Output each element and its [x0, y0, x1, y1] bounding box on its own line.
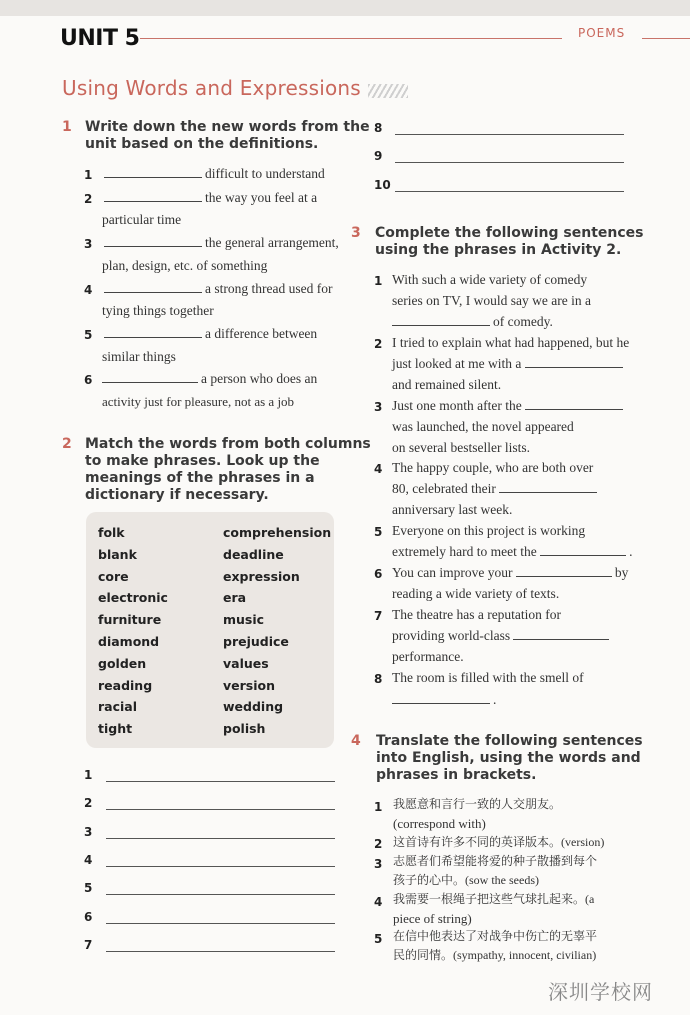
answer-line[interactable]: [106, 894, 335, 895]
q2-number: 2: [62, 436, 72, 452]
q4-title-line3: phrases in brackets.: [376, 767, 537, 783]
q3-sentence: series on TV, I would say we are in a: [392, 293, 591, 308]
q4-sentence: 志愿者们希望能将爱的种子散播到每个: [393, 854, 598, 868]
answer-line[interactable]: [106, 923, 335, 924]
q4-sentence: 我愿意和言行一致的人交朋友。: [393, 797, 562, 811]
hatch-decoration: [368, 84, 408, 98]
q3-item-number: 8: [374, 672, 383, 686]
right-word: version: [223, 677, 276, 693]
q3-sentence: With such a wide variety of comedy: [392, 272, 588, 287]
right-word: prejudice: [223, 634, 289, 649]
q4-number: 4: [351, 733, 361, 749]
definition-text: a person who does an: [201, 371, 318, 386]
q2-title-line2: to make phrases. Look up the: [85, 453, 320, 469]
q2-title-line3: meanings of the phrases in a: [85, 470, 315, 486]
q2-answer-number: 6: [84, 909, 93, 924]
answer-blank[interactable]: [525, 395, 623, 410]
q3-sentence: The room is filled with the smell of: [392, 670, 584, 685]
q1-item-number: 5: [84, 328, 93, 342]
q1-item-5: [104, 323, 317, 344]
q3-sentence: [392, 562, 628, 583]
q4-sentence: 我需要一根绳子把这些气球扎起来。(a: [393, 892, 595, 906]
answer-line[interactable]: [395, 162, 624, 163]
q1-title-line1: Write down the new words from the: [85, 119, 370, 135]
top-margin-strip: [0, 0, 690, 16]
q2-answer-number: 1: [84, 768, 93, 782]
q3-item-number: 2: [374, 337, 383, 351]
q2-answer-number: 4: [84, 852, 93, 867]
q4-sentence: 这首诗有许多不同的英译版本。(version): [393, 835, 605, 849]
sentence-text: by: [614, 565, 629, 580]
q1-item-number: 8: [374, 121, 383, 135]
q1-item-number: 2: [84, 192, 93, 206]
q3-sentence: [392, 395, 626, 416]
left-word: tight: [98, 721, 133, 737]
header-rule: [140, 38, 562, 39]
definition-text: difficult to understand: [205, 166, 325, 181]
right-word: polish: [223, 721, 266, 737]
q1-item-4: [104, 278, 332, 299]
q1-item-number: 1: [84, 168, 93, 182]
q3-sentence: Everyone on this project is working: [392, 523, 586, 538]
right-word: wedding: [223, 699, 284, 715]
q4-item-number: 2: [374, 837, 383, 851]
q3-sentence: performance.: [392, 649, 464, 664]
q1-item-6: [102, 368, 317, 389]
q1-title-line2: unit based on the definitions.: [85, 136, 319, 152]
q4-sentence: 在信中他表达了对战争中伤亡的无辜平: [393, 929, 598, 943]
q1-item-number: 9: [374, 149, 383, 163]
q1-item-number: 4: [84, 283, 93, 297]
sentence-text: of comedy.: [493, 314, 553, 329]
section-tag: POEMS: [578, 26, 626, 40]
answer-blank[interactable]: [392, 311, 490, 326]
q3-sentence: and remained silent.: [392, 377, 502, 392]
unit-heading: UNIT 5: [60, 26, 140, 51]
answer-blank[interactable]: [104, 187, 202, 202]
definition-continuation: similar things: [102, 349, 176, 364]
q4-sentence: piece of string): [393, 911, 472, 926]
q3-sentence: on several bestseller lists.: [392, 440, 530, 455]
q2-title-line1: Match the words from both columns: [85, 436, 371, 452]
q3-sentence: [392, 353, 626, 374]
q3-sentence: [392, 541, 632, 562]
q3-title-line1: Complete the following sentences: [375, 225, 644, 241]
q1-item-1: [104, 163, 325, 184]
answer-line[interactable]: [395, 191, 624, 192]
q4-item-number: 4: [374, 895, 383, 909]
q2-answer-number: 7: [84, 937, 93, 952]
answer-blank[interactable]: [499, 478, 597, 493]
left-word: diamond: [98, 634, 160, 649]
definition-continuation: particular time: [102, 212, 182, 227]
q1-item-number: 10: [374, 178, 391, 192]
q3-item-number: 1: [374, 274, 383, 288]
section-title: Using Words and Expressions: [62, 76, 361, 100]
sentence-text: Just one month after the: [392, 398, 522, 413]
q4-item-number: 1: [374, 800, 383, 814]
q3-item-number: 7: [374, 609, 383, 623]
q4-item-number: 5: [374, 932, 383, 946]
q3-sentence: anniversary last week.: [392, 502, 513, 517]
left-word: blank: [98, 546, 137, 562]
right-word: era: [223, 590, 247, 606]
definition-text: the general arrangement,: [205, 235, 339, 250]
answer-line[interactable]: [106, 866, 335, 867]
right-word: values: [223, 655, 269, 671]
q1-item-number: 3: [84, 237, 93, 251]
right-word: deadline: [223, 546, 284, 562]
definition-continuation: activity just for pleasure, not as a job: [102, 394, 295, 409]
definition-text: a difference between: [205, 326, 318, 341]
answer-blank[interactable]: [516, 562, 612, 577]
answer-blank[interactable]: [104, 232, 202, 247]
q3-sentence: reading a wide variety of texts.: [392, 586, 560, 601]
left-word: electronic: [98, 590, 168, 606]
q3-item-number: 6: [374, 567, 383, 581]
answer-blank[interactable]: [513, 625, 609, 640]
left-word: core: [98, 568, 129, 584]
q4-title-line2: into English, using the words and: [376, 750, 641, 766]
definition-text: the way you feel at a: [205, 190, 318, 205]
q3-sentence: [392, 478, 600, 499]
answer-line[interactable]: [106, 781, 335, 782]
sentence-text: extremely hard to meet the: [392, 544, 537, 559]
answer-blank[interactable]: [525, 353, 623, 368]
right-word: expression: [223, 568, 300, 584]
left-word: reading: [98, 677, 153, 693]
answer-blank[interactable]: [104, 163, 202, 178]
q3-number: 3: [351, 225, 361, 241]
q3-item-number: 4: [374, 462, 383, 476]
sentence-text: .: [493, 692, 497, 707]
q1-item-3: [104, 232, 339, 253]
q3-sentence: The happy couple, who are both over: [392, 460, 594, 475]
q2-answer-number: 3: [84, 824, 93, 839]
definition-continuation: tying things together: [102, 303, 214, 318]
q2-title-line4: dictionary if necessary.: [85, 487, 269, 503]
sentence-text: providing world-class: [392, 628, 511, 643]
q3-sentence: The theatre has a reputation for: [392, 607, 562, 622]
right-word: comprehension: [223, 525, 332, 540]
q3-sentence: [392, 311, 553, 332]
sentence-text: 80, celebrated their: [392, 481, 496, 496]
answer-line[interactable]: [106, 951, 335, 952]
q3-sentence: [392, 625, 612, 646]
q1-item-number: 6: [84, 373, 93, 387]
q4-sentence: (correspond with): [393, 816, 486, 831]
sentence-text: You can improve your: [392, 565, 513, 580]
q2-answer-number: 5: [84, 881, 93, 896]
sentence-text: just looked at me with a: [392, 356, 522, 371]
q4-item-number: 3: [374, 857, 383, 871]
header-rule-right: [642, 38, 690, 39]
definition-continuation: plan, design, etc. of something: [102, 258, 268, 273]
q4-sentence: 孩子的心中。(sow the seeds): [393, 873, 539, 887]
q4-title-line1: Translate the following sentences: [376, 733, 643, 749]
answer-blank[interactable]: [392, 689, 490, 704]
answer-blank[interactable]: [104, 323, 202, 338]
q4-sentence: 民的同情。(sympathy, innocent, civilian): [393, 948, 597, 962]
answer-line[interactable]: [106, 838, 335, 839]
left-word: golden: [98, 655, 147, 671]
answer-line[interactable]: [395, 134, 624, 135]
left-word: folk: [98, 525, 125, 540]
q3-title-line2: using the phrases in Activity 2.: [375, 242, 622, 258]
q3-sentence: I tried to explain what had happened, but he: [392, 335, 630, 350]
q3-sentence: was launched, the novel appeared: [392, 419, 574, 434]
q1-item-2: [104, 187, 317, 208]
left-word: racial: [98, 699, 138, 715]
q3-sentence: [392, 689, 496, 710]
sentence-text: .: [629, 544, 633, 559]
answer-blank[interactable]: [102, 368, 198, 383]
q2-answer-number: 2: [84, 796, 93, 811]
watermark-text: 深圳学校网: [548, 980, 653, 1004]
answer-line[interactable]: [106, 809, 335, 810]
left-word: furniture: [98, 612, 162, 628]
answer-blank[interactable]: [540, 541, 626, 556]
answer-blank[interactable]: [104, 278, 202, 293]
q3-item-number: 3: [374, 400, 383, 414]
q1-number: 1: [62, 119, 72, 135]
definition-text: a strong thread used for: [205, 281, 333, 296]
q3-item-number: 5: [374, 525, 383, 539]
right-word: music: [223, 612, 265, 628]
